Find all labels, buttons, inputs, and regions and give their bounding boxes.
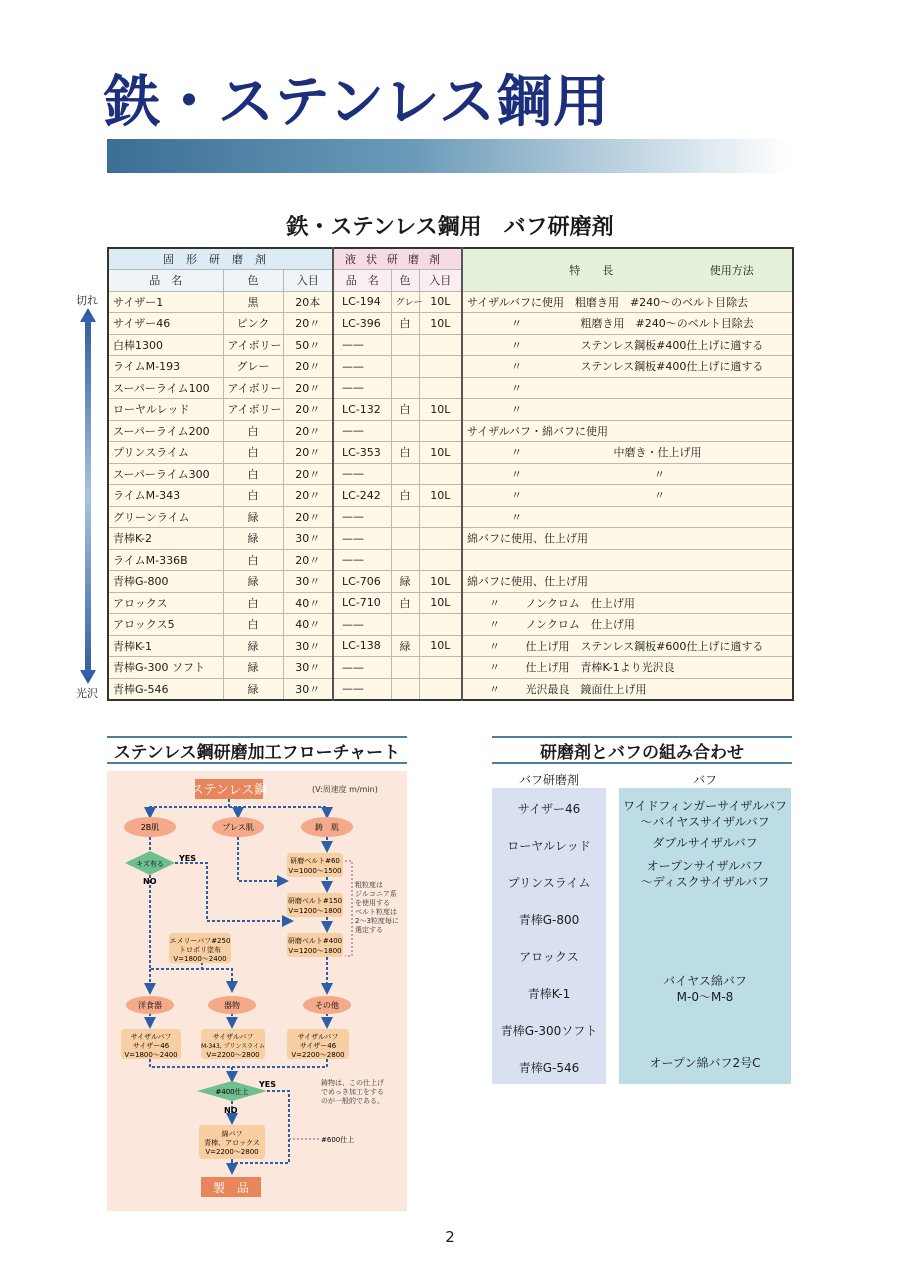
row-qty: 20〃	[283, 506, 333, 528]
row-liquid-color	[391, 463, 419, 485]
combo-title: 研磨剤とバフの組み合わせ	[540, 743, 744, 763]
row-color: グレー	[223, 356, 283, 378]
row-name: サイザー1	[108, 291, 223, 313]
cut-gloss-arrow-icon	[80, 308, 96, 684]
row-color: 白	[223, 485, 283, 507]
row-note: 〃 ステンレス鋼板#400仕上げに適する	[462, 334, 793, 356]
row-qty: 20本	[283, 291, 333, 313]
sidenote-line: 2～3粒度毎に	[355, 917, 399, 925]
row-liquid-color	[391, 657, 419, 679]
row-note: 綿バフに使用、仕上げ用	[462, 571, 793, 593]
row-name: 青棒G-300 ソフト	[108, 657, 223, 679]
row-note: 〃 〃	[462, 463, 793, 485]
row-note: 綿バフに使用、仕上げ用	[462, 528, 793, 550]
flow-cotton-c: V=2200～2800	[205, 1148, 259, 1156]
table-row	[108, 678, 793, 700]
flow-cast: 鋳 肌	[315, 823, 339, 832]
row-liquid-name: ——	[333, 528, 391, 550]
row-qty: 40〃	[283, 592, 333, 614]
combo-title-line-bottom	[492, 762, 792, 764]
row-qty: 20〃	[283, 399, 333, 421]
row-note: 〃	[462, 506, 793, 528]
row-qty: 20〃	[283, 442, 333, 464]
flow-emery-b: トロポリ塗布	[179, 946, 221, 954]
row-liquid-qty	[419, 528, 462, 550]
row-liquid-qty	[419, 506, 462, 528]
row-note: 〃 粗磨き用 #240～のベルト目除去	[462, 313, 793, 335]
table-heading: 鉄・ステンレス鋼用 バフ研磨剤	[286, 215, 614, 240]
flow-yes2: YES	[259, 1080, 277, 1089]
col-qty-header: 入目	[283, 270, 333, 292]
flow-s2-b: M-343, プリンスライム	[200, 1043, 266, 1050]
row-note: 〃 ステンレス鋼板#400仕上げに適する	[462, 356, 793, 378]
row-liquid-color: 白	[391, 592, 419, 614]
row-color: アイボリー	[223, 377, 283, 399]
flow-s2-a: サイザルバフ	[212, 1033, 254, 1041]
flow-scratch: キズ有る	[136, 860, 164, 868]
flow-no1: NO	[143, 877, 157, 886]
col-lname-header: 品 名	[333, 270, 391, 292]
flow-s3-b: サイザー46	[299, 1042, 337, 1050]
row-liquid-qty	[419, 356, 462, 378]
compound-item: アロックス	[519, 950, 579, 964]
row-liquid-qty	[419, 334, 462, 356]
row-qty: 20〃	[283, 313, 333, 335]
buff-list	[619, 788, 791, 1084]
row-color: 白	[223, 592, 283, 614]
row-liquid-name: LC-396	[333, 313, 391, 335]
sidenote-line: ベルト粒度は	[355, 908, 397, 916]
group-solid-header: 固形研磨剤	[108, 248, 333, 270]
row-liquid-qty	[419, 377, 462, 399]
row-note: サイザルバフに使用 粗磨き用 #240～のベルト目除去	[462, 291, 793, 313]
table-row	[108, 506, 793, 528]
row-qty: 20〃	[283, 463, 333, 485]
row-color: 白	[223, 463, 283, 485]
row-liquid-qty	[419, 420, 462, 442]
compound-item: プリンスライム	[507, 876, 591, 890]
row-color: 白	[223, 549, 283, 571]
table-row	[108, 377, 793, 399]
row-liquid-qty	[419, 614, 462, 636]
flow-start: ステンレス鋼	[190, 783, 268, 798]
row-liquid-qty: 10L	[419, 571, 462, 593]
row-name: サイザー46	[108, 313, 223, 335]
flow-s1-a: サイザルバフ	[130, 1033, 172, 1041]
row-qty: 20〃	[283, 485, 333, 507]
flow-emery-a: エメリーバフ#250	[169, 937, 231, 945]
row-name: 青棒G-546	[108, 678, 223, 700]
row-liquid-name: LC-138	[333, 635, 391, 657]
group-liquid-header: 液状研磨剤	[333, 248, 462, 270]
table-row	[108, 463, 793, 485]
row-liquid-qty: 10L	[419, 442, 462, 464]
sidenote-line: 選定する	[355, 926, 383, 934]
row-qty: 30〃	[283, 571, 333, 593]
row-name: ライムM-343	[108, 485, 223, 507]
row-color: 緑	[223, 635, 283, 657]
flowchart-title-line-bottom	[107, 762, 407, 764]
buff-item-line: バイヤス綿バフ	[663, 974, 747, 988]
row-color: 緑	[223, 678, 283, 700]
row-liquid-color: 白	[391, 485, 419, 507]
row-liquid-color	[391, 377, 419, 399]
compound-item: 青棒G-546	[518, 1061, 580, 1075]
row-qty: 20〃	[283, 377, 333, 399]
combo-right-header: バフ	[692, 773, 717, 787]
buff-item	[619, 973, 791, 1005]
row-note: 〃 仕上げ用 青棒K-1より光沢良	[462, 657, 793, 679]
buff-item	[619, 798, 791, 830]
col-color-header: 色	[223, 270, 283, 292]
row-liquid-color: 白	[391, 442, 419, 464]
row-qty: 20〃	[283, 420, 333, 442]
usage-header: 使用方法	[709, 263, 754, 277]
table-row	[108, 549, 793, 571]
row-qty: 20〃	[283, 549, 333, 571]
row-name: グリーンライム	[108, 506, 223, 528]
row-liquid-name: ——	[333, 377, 391, 399]
table-row	[108, 313, 793, 335]
row-liquid-color: 緑	[391, 635, 419, 657]
row-liquid-color	[391, 549, 419, 571]
row-color: ピンク	[223, 313, 283, 335]
table-row	[108, 614, 793, 636]
table-row	[108, 528, 793, 550]
row-liquid-qty: 10L	[419, 485, 462, 507]
flow-belt60-a: 研磨ベルト#60	[290, 857, 340, 865]
flow-tableware: 洋食器	[138, 1001, 162, 1010]
compound-item: 青棒G-300ソフト	[500, 1024, 598, 1038]
row-note: サイザルバフ・綿バフに使用	[462, 420, 793, 442]
flow-yes1: YES	[179, 854, 197, 863]
row-liquid-qty: 10L	[419, 291, 462, 313]
row-qty: 30〃	[283, 657, 333, 679]
table-row	[108, 399, 793, 421]
page-title: 鉄・ステンレス鋼用	[104, 70, 610, 135]
flow-400: #400仕上	[215, 1088, 249, 1096]
feature-usage-header	[462, 248, 793, 291]
row-qty: 30〃	[283, 528, 333, 550]
row-liquid-name: ——	[333, 678, 391, 700]
buff-item-line: ～ディスクサイザルバフ	[640, 875, 770, 889]
row-name: スーパーライム300	[108, 463, 223, 485]
row-qty: 50〃	[283, 334, 333, 356]
flowchart-title-line-top	[107, 736, 407, 738]
row-liquid-color	[391, 528, 419, 550]
row-liquid-color	[391, 356, 419, 378]
row-liquid-name: LC-194	[333, 291, 391, 313]
castnote-line: 鋳物は、この仕上げ	[321, 1079, 384, 1087]
row-name: 白棒1300	[108, 334, 223, 356]
table-row	[108, 442, 793, 464]
table-row	[108, 291, 793, 313]
row-qty: 20〃	[283, 356, 333, 378]
row-color: 緑	[223, 571, 283, 593]
row-note: 〃 中磨き・仕上げ用	[462, 442, 793, 464]
flow-belt150-b: V=1200～1800	[288, 907, 342, 915]
page-number: 2	[445, 1228, 455, 1246]
row-qty: 40〃	[283, 614, 333, 636]
buff-item	[619, 835, 791, 851]
col-lcolor-header: 色	[391, 270, 419, 292]
row-name: ライムM-336B	[108, 549, 223, 571]
col-name-header: 品 名	[108, 270, 223, 292]
side-label-sharp: 切れ	[76, 294, 98, 307]
row-liquid-qty: 10L	[419, 592, 462, 614]
row-color: 黒	[223, 291, 283, 313]
row-liquid-qty	[419, 678, 462, 700]
flow-s1-c: V=1800～2400	[124, 1051, 178, 1059]
row-color: アイボリー	[223, 399, 283, 421]
row-name: スーパーライム200	[108, 420, 223, 442]
feature-header: 特 長	[569, 263, 614, 277]
row-note	[462, 549, 793, 571]
castnote-line: のが一般的である。	[321, 1097, 384, 1105]
row-note: 〃	[462, 377, 793, 399]
row-liquid-name: LC-242	[333, 485, 391, 507]
flow-belt400-b: V=1200～1800	[288, 947, 342, 955]
table-row	[108, 334, 793, 356]
flow-belt400-a: 研磨ベルト#400	[287, 937, 343, 945]
row-note: 〃 〃	[462, 485, 793, 507]
buff-item	[619, 858, 791, 890]
row-name: スーパーライム100	[108, 377, 223, 399]
flowchart-title: ステンレス鋼研磨加工フローチャート	[113, 743, 401, 763]
row-qty: 30〃	[283, 635, 333, 657]
row-name: プリンスライム	[108, 442, 223, 464]
table-row	[108, 571, 793, 593]
row-liquid-name: LC-132	[333, 399, 391, 421]
row-liquid-name: ——	[333, 463, 391, 485]
sidenote-line: 粗粒度は	[355, 881, 383, 889]
flow-2b: 2B肌	[140, 823, 160, 832]
flow-s2-c: V=2200～2800	[206, 1051, 260, 1059]
row-color: 白	[223, 614, 283, 636]
table-row	[108, 356, 793, 378]
row-liquid-qty	[419, 463, 462, 485]
flow-600: #600仕上	[321, 1136, 355, 1144]
row-liquid-name: ——	[333, 420, 391, 442]
flow-cotton-a: 綿バフ	[221, 1130, 243, 1138]
row-liquid-name: ——	[333, 657, 391, 679]
table-row	[108, 485, 793, 507]
row-liquid-color	[391, 678, 419, 700]
flow-cotton-b: 青棒、アロックス	[204, 1139, 260, 1147]
flow-speed-note: (V:周速度 m/min)	[312, 785, 378, 794]
row-name: ライムM-193	[108, 356, 223, 378]
row-liquid-color	[391, 334, 419, 356]
row-liquid-color	[391, 614, 419, 636]
flow-belt150-a: 研磨ベルト#150	[287, 897, 343, 905]
row-qty: 30〃	[283, 678, 333, 700]
table-row	[108, 657, 793, 679]
table-row	[108, 635, 793, 657]
row-name: アロックス	[108, 592, 223, 614]
buff-item-line: ダブルサイザルバフ	[652, 836, 758, 850]
row-liquid-name: ——	[333, 614, 391, 636]
combo-title-line-top	[492, 736, 792, 738]
buff-item	[619, 1055, 791, 1071]
row-color: 緑	[223, 506, 283, 528]
row-liquid-qty: 10L	[419, 399, 462, 421]
row-liquid-name: ——	[333, 506, 391, 528]
row-liquid-name: ——	[333, 356, 391, 378]
compound-item: サイザー46	[517, 802, 581, 816]
row-liquid-color: 白	[391, 399, 419, 421]
row-note: 〃 ノンクロム 仕上げ用	[462, 614, 793, 636]
flow-product: 製 品	[212, 1181, 250, 1195]
sidenote-line: を使用する	[355, 899, 390, 907]
row-liquid-name: ——	[333, 334, 391, 356]
flow-s1-b: サイザー46	[132, 1042, 170, 1050]
buff-item-line: オープン綿バフ2号C	[649, 1056, 761, 1070]
row-liquid-name: LC-353	[333, 442, 391, 464]
row-liquid-qty: 10L	[419, 635, 462, 657]
row-liquid-color: グレー	[391, 291, 419, 313]
flow-no2: NO	[224, 1106, 238, 1115]
flow-vessel: 器物	[224, 1001, 240, 1010]
row-liquid-color: 緑	[391, 571, 419, 593]
flow-s3-a: サイザルバフ	[297, 1033, 339, 1041]
buff-item-line: オープンサイザルバフ	[646, 859, 764, 873]
row-liquid-color: 白	[391, 313, 419, 335]
row-name: 青棒G-800	[108, 571, 223, 593]
flowchart	[107, 771, 407, 1211]
row-name: 青棒K-1	[108, 635, 223, 657]
row-liquid-name: LC-706	[333, 571, 391, 593]
buff-item-line: ～バイヤスサイザルバフ	[640, 815, 770, 829]
sidenote-line: ジルコニア系	[355, 890, 397, 898]
row-note: 〃 ノンクロム 仕上げ用	[462, 592, 793, 614]
row-note: 〃 光沢最良 鏡面仕上げ用	[462, 678, 793, 700]
compound-item: 青棒K-1	[527, 987, 571, 1001]
row-color: 緑	[223, 528, 283, 550]
row-name: アロックス5	[108, 614, 223, 636]
row-note: 〃 仕上げ用 ステンレス鋼板#600仕上げに適する	[462, 635, 793, 657]
row-liquid-color	[391, 506, 419, 528]
col-lqty-header: 入目	[419, 270, 462, 292]
compound-list	[492, 788, 606, 1084]
castnote-line: でめっき加工をする	[321, 1088, 384, 1096]
row-liquid-name: LC-710	[333, 592, 391, 614]
flow-press: プレス肌	[222, 823, 254, 832]
side-label-gloss: 光沢	[76, 687, 98, 700]
buff-item-line: M-0～M-8	[676, 990, 734, 1004]
row-color: 白	[223, 442, 283, 464]
compound-table	[107, 247, 794, 701]
title-gradient-bar	[107, 139, 790, 173]
row-note: 〃	[462, 399, 793, 421]
buff-item-line: ワイドフィンガーサイザルバフ	[622, 799, 788, 813]
flow-emery-c: V=1800～2400	[173, 955, 227, 963]
compound-item: 青棒G-800	[518, 913, 580, 927]
flow-belt60-b: V=1000～1500	[288, 867, 342, 875]
row-liquid-name: ——	[333, 549, 391, 571]
row-liquid-qty	[419, 549, 462, 571]
flow-s3-c: V=2200～2800	[291, 1051, 345, 1059]
row-liquid-qty	[419, 657, 462, 679]
row-color: アイボリー	[223, 334, 283, 356]
row-liquid-color	[391, 420, 419, 442]
row-color: 緑	[223, 657, 283, 679]
row-color: 白	[223, 420, 283, 442]
row-liquid-qty: 10L	[419, 313, 462, 335]
row-name: 青棒K-2	[108, 528, 223, 550]
row-name: ローヤルレッド	[108, 399, 223, 421]
table-row	[108, 420, 793, 442]
table-row	[108, 592, 793, 614]
combo-left-header: バフ研磨剤	[518, 773, 579, 787]
compound-item: ローヤルレッド	[507, 839, 591, 853]
flow-other: その他	[315, 1001, 339, 1010]
